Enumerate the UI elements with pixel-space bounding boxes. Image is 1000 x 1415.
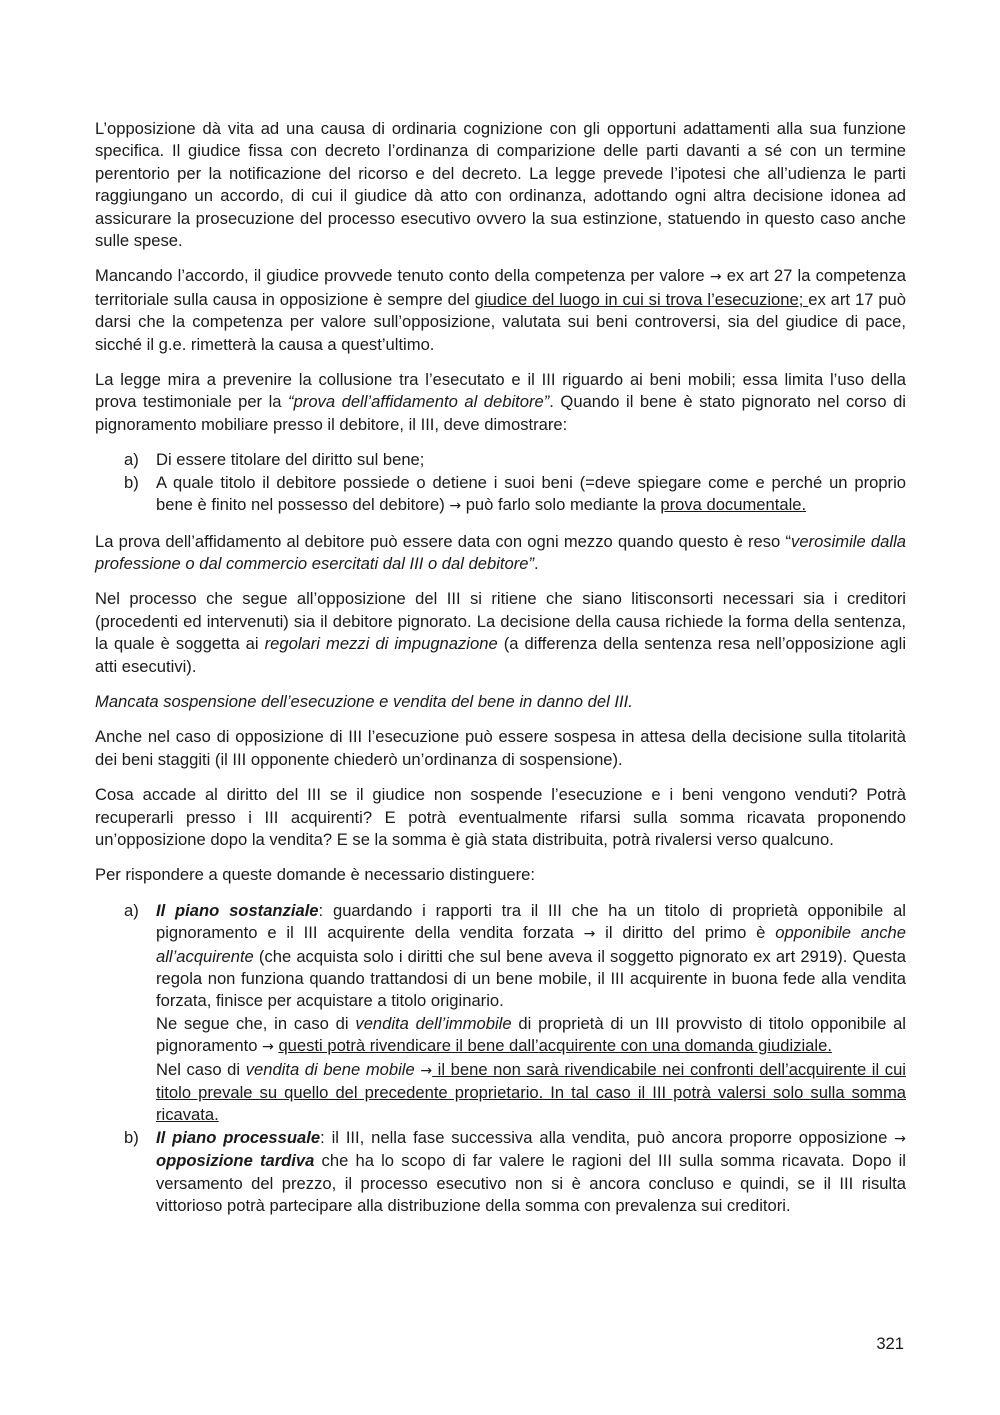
list-dimostrare [95, 449, 906, 517]
text: di proprietà di un III provvisto di titolo opponibile al pignoramento [156, 1013, 906, 1056]
arrow-icon: → [894, 1130, 906, 1147]
text: A quale titolo il debitore possiede o detiene i suoi beni (=deve spiegare come e perché un proprio bene è finito nel possesso del debitore) [156, 472, 906, 515]
bold-italic-text: opposizione tardiva [156, 1151, 315, 1171]
list-item [95, 472, 906, 518]
arrow-icon: → [709, 269, 722, 286]
text: Nel caso di [156, 1059, 246, 1079]
italic-text: vendita di bene mobile [245, 1059, 415, 1079]
italic-text: opponibile anche all’acquirente [156, 923, 906, 966]
paragraph-legge-collusione [95, 369, 906, 436]
arrow-icon: → [449, 498, 462, 515]
list-item [95, 1127, 906, 1218]
text: Ne segue che, in caso di [156, 1013, 356, 1033]
list-marker: b) [124, 472, 139, 492]
text: La prova dell’affidamento al debitore può essere data con ogni mezzo quando questo è reso “ [95, 531, 792, 551]
list-marker: b) [124, 1127, 139, 1147]
text: può farlo solo mediante la [461, 495, 661, 515]
text: Nel processo che segue all’opposizione del III si ritiene che siano litisconsorti necessari sia i creditori (procedenti ed intervenuti) sia il debitore pignorato. La decisione della causa richiede la forma della sentenza, la quale è soggetta ai [95, 589, 906, 654]
arrow-icon: → [262, 1039, 274, 1056]
italic-text: verosimile dalla professione o dal commercio esercitati dal III o dal debitore” [95, 531, 906, 573]
text: (a differenza della sentenza resa nell’opposizione agli atti esecutivi). [95, 634, 907, 676]
section-heading-mancata-sospensione: Mancata sospensione dell’esecuzione e vendita del bene in danno del III. [95, 691, 633, 711]
text: Mancando l’accordo, il giudice provvede tenuto conto della competenza per valore [95, 266, 710, 286]
list-marker: a) [124, 450, 139, 470]
underlined-text: giudice del luogo in cui si trova l’esecuzione; [474, 289, 809, 309]
bold-italic-text: Il piano processuale [156, 1127, 321, 1147]
text: . [534, 553, 539, 573]
text: : guardando i rapporti tra il III che ha un titolo di proprietà opponibile al pignoramento e il III acquirente della vendita forzata [156, 900, 906, 943]
paragraph-mancando-accordo [95, 265, 906, 356]
text: : il III, nella fase successiva alla vendita, può ancora proporre opposizione [320, 1127, 895, 1147]
list-marker: a) [124, 900, 139, 920]
arrow-icon: → [420, 1062, 433, 1079]
page-number: 321 [876, 1334, 904, 1353]
italic-text: vendita dell’immobile [355, 1013, 512, 1033]
text: Di essere titolare del diritto sul bene; [156, 450, 425, 470]
list-item [95, 900, 906, 1127]
underlined-text: questi potrà rivendicare il bene dall’acquirente con una domanda giudiziale. [278, 1036, 832, 1056]
bold-italic-text: Il piano sostanziale [156, 900, 319, 920]
text: (che acquista solo i diritti che sul bene aveva il soggetto pignorato ex art 2919). Questa regola non funziona quando trattandosi di un bene mobile, il III acquirente in buona fede alla vendita forzata, finisce per acquistare a titolo originario. [156, 946, 906, 1011]
underlined-text: il bene non sarà rivendicabile nei confronti dell’acquirente il cui titolo prevale su quello del precedente proprietario. In tal caso il III potrà valersi solo sulla somma ricavata. [156, 1059, 906, 1125]
paragraph-domande: Cosa accade al diritto del III se il giudice non sospende l’esecuzione e i beni vengono venduti? Potrà recuperarli presso i III acquirenti? E potrà eventualmente rifarsi sulla somma ricavata proponendo un’opposizione dopo la vendita? E se la somma è già stata distribuita, potrà rivalersi verso qualcuno. [95, 785, 906, 849]
paragraph-distinguere: Per rispondere a queste domande è necessario distinguere: [95, 865, 536, 885]
italic-text: regolari mezzi di impugnazione [264, 634, 498, 654]
italic-text: “prova dell’affidamento al debitore” [288, 392, 550, 412]
underlined-text: prova documentale. [660, 495, 807, 515]
paragraph-sospensione: Anche nel caso di opposizione di III l’esecuzione può essere sospesa in attesa della decisione sulla titolarità dei beni staggiti (il III opponente chiederò un’ordinanza di sospensione). [95, 727, 906, 769]
text: La legge mira a prevenire la collusione tra l’esecutato e il III riguardo ai beni mobili; essa limita l’uso della prova testimoniale per la [95, 370, 906, 412]
text: . Quando il bene è stato pignorato nel corso di pignoramento mobiliare presso il debitore, il III, deve dimostrare: [95, 392, 906, 434]
list-item [95, 449, 906, 471]
paragraph-prova-affidamento [95, 531, 906, 576]
text: che ha lo scopo di far valere le ragioni del III sulla somma ricavata. Dopo il versamento del prezzo, il processo esecutivo non si è ancora concluso e quindi, se il III risulta vittorioso potrà partecipare alla distribuzione della somma con prevalenza sui creditori. [156, 1151, 906, 1216]
document-body [95, 118, 906, 1230]
paragraph-opposizione-causa: L’opposizione dà vita ad una causa di ordinaria cognizione con gli opportuni adattamenti alla sua funzione specifica. Il giudice fissa con decreto l’ordinanza di comparizione delle parti davanti a sé con un termine perentorio per la notificazione del ricorso e del decreto. La legge prevede l’ipotesi che all’udienza le parti raggiungano un accordo, di cui il giudice dà atto con ordinanza, adottando ogni altra decisione idonea ad assicurare la prosecuzione del processo esecutivo ovvero la sua estinzione, statuendo in questo caso anche sulle spese. [95, 119, 906, 251]
text: ex art 27 la competenza territoriale sulla causa in opposizione è sempre del [95, 266, 906, 309]
text: il diritto del primo è [595, 923, 776, 943]
text: ex art 17 può darsi che la competenza per valore sull’opposizione, valutata sui beni controversi, sia del giudice di pace, sicché il g.e. rimetterà la causa a quest’ultimo. [95, 289, 907, 354]
paragraph-litisconsorti [95, 588, 906, 678]
list-piani [95, 900, 906, 1218]
arrow-icon: → [583, 926, 596, 943]
